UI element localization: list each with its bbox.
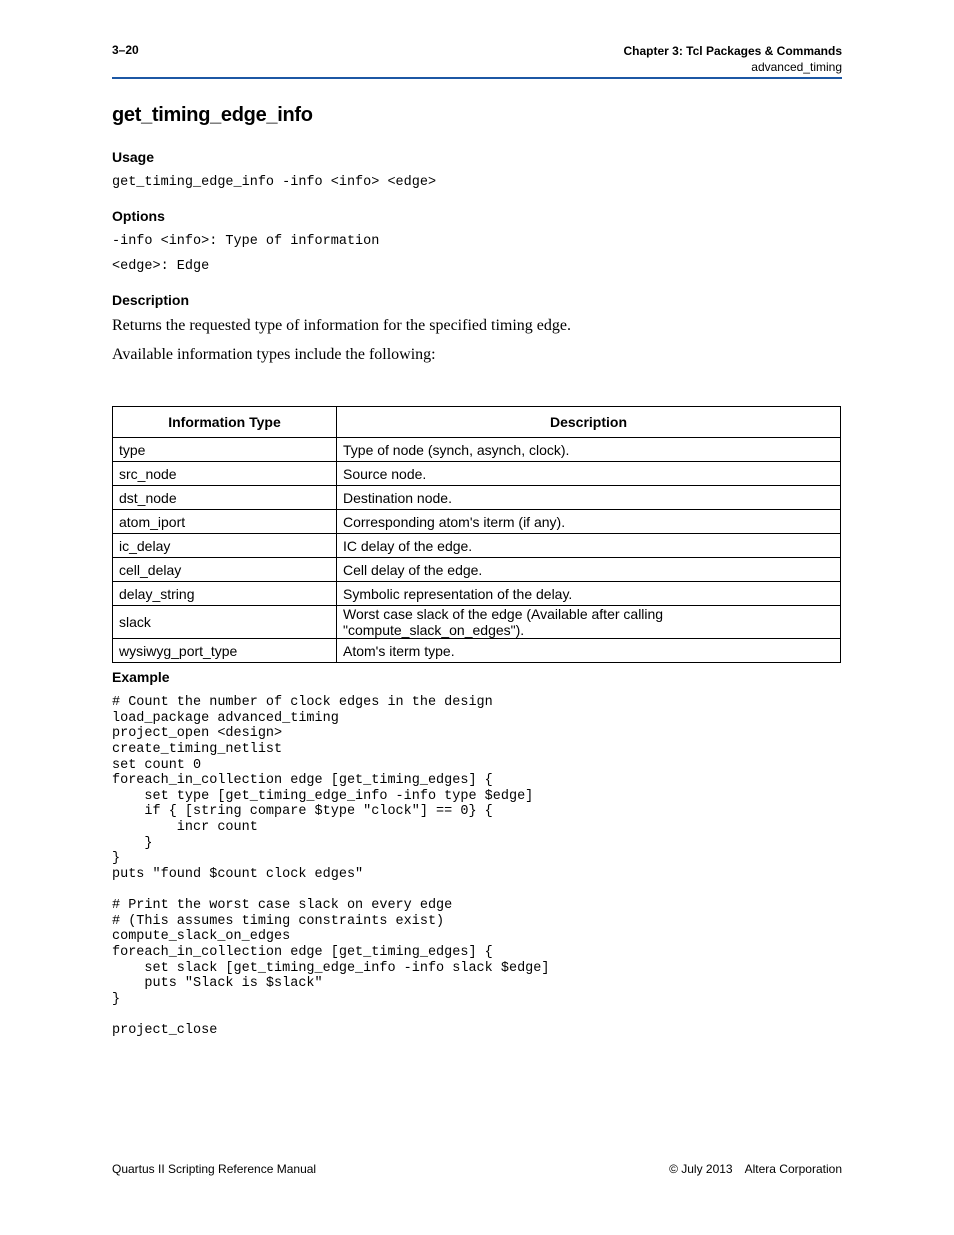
column-header: Description	[337, 407, 841, 438]
description-cell: Source node.	[337, 462, 841, 486]
chapter-title: Chapter 3: Tcl Packages & Commands	[623, 44, 842, 58]
info-type-cell: cell_delay	[113, 558, 337, 582]
description-paragraph: Returns the requested type of information for the specified timing edge.	[112, 317, 571, 334]
table-row	[113, 438, 841, 462]
usage-heading: Usage	[112, 149, 155, 165]
option-info: -info <info>: Type of information	[112, 234, 380, 249]
info-types-table	[112, 406, 841, 663]
info-type-cell: ic_delay	[113, 534, 337, 558]
description-cell: Destination node.	[337, 486, 841, 510]
options-heading: Options	[112, 208, 165, 224]
header-rule	[112, 77, 842, 79]
description-cell: Type of node (synch, asynch, clock).	[337, 438, 841, 462]
info-type-cell: dst_node	[113, 486, 337, 510]
info-type-cell: type	[113, 438, 337, 462]
running-header	[623, 43, 842, 75]
table-row	[113, 486, 841, 510]
description-cell: Symbolic representation of the delay.	[337, 582, 841, 606]
info-type-cell: atom_iport	[113, 510, 337, 534]
section-name: advanced_timing	[751, 60, 842, 74]
footer-date: © July 2013	[669, 1162, 733, 1176]
footer-copyright	[669, 1162, 842, 1176]
info-type-cell: delay_string	[113, 582, 337, 606]
page-number: 3–20	[112, 43, 139, 57]
description-paragraph: Available information types include the following:	[112, 346, 436, 363]
usage-code: get_timing_edge_info -info <info> <edge>	[112, 175, 437, 190]
table-row	[113, 510, 841, 534]
table-row	[113, 582, 841, 606]
table-header-row	[113, 407, 841, 438]
example-heading: Example	[112, 669, 170, 685]
footer-manual-title: Quartus II Scripting Reference Manual	[112, 1162, 317, 1176]
description-cell: Corresponding atom's iterm (if any).	[337, 510, 841, 534]
table-row	[113, 606, 841, 639]
description-cell: Worst case slack of the edge (Available after calling "compute_slack_on_edges").	[337, 606, 841, 639]
option-edge: <edge>: Edge	[112, 259, 210, 274]
table-row	[113, 534, 841, 558]
description-heading: Description	[112, 292, 190, 308]
description-cell: Atom's iterm type.	[337, 639, 841, 663]
info-type-cell: wysiwyg_port_type	[113, 639, 337, 663]
info-type-cell: slack	[113, 606, 337, 639]
example-code-block: # Count the number of clock edges in the design load_package advanced_timing project_open <design> create_timing_netlist set count 0 foreach_in_collection edge [get_timing_edges] { set type [get_timing_edge_info -info type $edge] if { [string compare $type "clock"] == 0} { incr count } } puts "found $count clock edges" # Print the worst case slack on every edge # (This assumes timing constraints exist) compute_slack_on_edges foreach_in_collection edge [get_timing_edges] { set slack [get_timing_edge_info -info slack $edge] puts "Slack is $slack" } project_close	[112, 695, 550, 1039]
table-row	[113, 462, 841, 486]
description-cell: IC delay of the edge.	[337, 534, 841, 558]
column-header: Information Type	[113, 407, 337, 438]
footer-company: Altera Corporation	[744, 1162, 842, 1176]
info-type-cell: src_node	[113, 462, 337, 486]
description-cell: Cell delay of the edge.	[337, 558, 841, 582]
table-row	[113, 639, 841, 663]
table-row	[113, 558, 841, 582]
command-title: get_timing_edge_info	[112, 104, 313, 126]
